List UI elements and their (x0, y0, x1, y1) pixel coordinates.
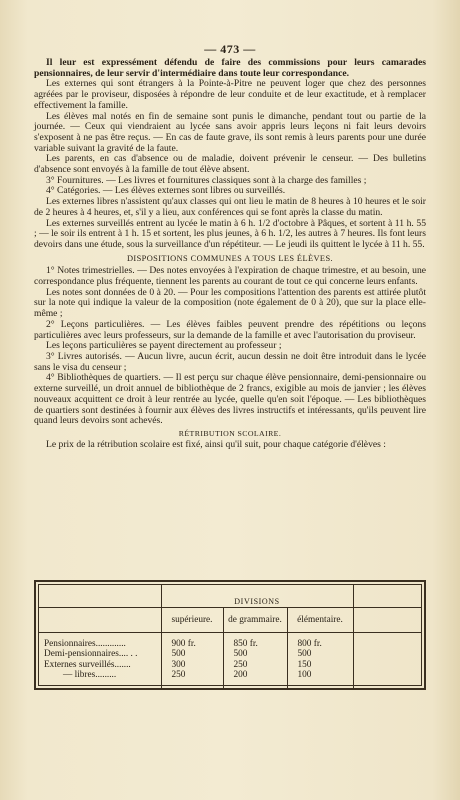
table-row (39, 670, 421, 681)
paragraph: Les externes surveillés entrent au lycée le matin à 6 h. 1/2 d'octobre à Pâques, et sortent à 11 h. 55 ; — le soir ils entrent à 1 h. 15 et sortent, les plus jeunes, à 6 h. 1/2, les autres à 7 heures. Ils font leurs devoirs dans une étude, sous la surveillance d'un répétiteur. — Le jeudi ils quittent le lycée à 11 h. 55. (34, 217, 426, 250)
column-header: supérieure. (161, 608, 223, 633)
column-header: de grammaire. (223, 608, 287, 633)
table-cell: 150 (287, 660, 353, 671)
row-label: Externes surveillés....... (44, 659, 131, 670)
paragraph: 2° Leçons particulières. — Les élèves faibles peuvent prendre des répétitions ou leçons particulières avec leurs professeurs, sur la demande de la famille et avec l'autorisation du proviseur. (34, 318, 426, 341)
paragraph: 3° Fournitures. — Les livres et fournitures classiques sont à la charge des familles ; (46, 174, 367, 186)
table-cell: 200 (223, 670, 287, 681)
section-heading: RÉTRIBUTION SCOLAIRE. (178, 428, 282, 438)
section-heading: DISPOSITIONS COMMUNES A TOUS LES ÉLÈVES. (126, 253, 333, 263)
fee-table (34, 580, 426, 690)
paragraph: 4° Bibliothèques de quartiers. — Il est perçu sur chaque élève pensionnaire, demi-pensionnaire ou externe surveillé, un droit annuel de bibliothèque de 2 francs, exigible au mois de janvier ; les élèves nouveaux acquittent ce droit à leur rentrée au lycée, quelle qu'en soit l'époque. — Les bibliothèques de quartiers sont destinées à fournir aux élèves des livres instructifs et intéressants, qu'ils peuvent lire quand leurs devoirs sont achevés. (34, 372, 426, 427)
row-label: — libres......... (63, 670, 117, 680)
table-cell: 300 (161, 660, 223, 671)
paragraph: Les externes libres n'assistent qu'aux classes qui ont lieu le matin de 8 heures à 10 heures et le soir de 2 heures à 4 heures, et, s'il y a lieu, aux conférences qui se font après la classe du matin. (34, 196, 426, 218)
paragraph: Les élèves mal notés en fin de semaine sont punis le dimanche, pendant tout ou partie de la journée. — Ceux qui viendraient au lycée sans avoir appris leurs leçons ni fait leurs devoirs s'exposent à ne pas être reçus. — En cas de faute grave, ils sont remis à leurs parents pour une durée variable suivant la gravité de la faute. (34, 110, 426, 154)
row-label: Demi-pensionnaires.... . . (44, 649, 138, 659)
paragraph: 1° Notes trimestrielles. — Des notes envoyées à l'expiration de chaque trimestre, et au besoin, une correspondance plus fréquente, tiennent les parents au courant de tout ce qui concerne leurs enfants. (34, 265, 426, 288)
divisions-header: DIVISIONS (161, 585, 353, 608)
paragraph: Les notes sont données de 0 à 20. — Pour les compositions l'attention des parents est attirée plutôt sur la note qui indique la valeur de la composition (note également de 0 à 20), que sur la place elle-même ; (34, 286, 426, 320)
page-number: — 473 — (204, 42, 256, 56)
table-cell: 250 (161, 670, 223, 681)
paragraph: 4° Catégories. — Les élèves externes sont libres ou surveillés. (46, 185, 286, 197)
table-row (39, 639, 421, 650)
table-row (39, 660, 421, 671)
table-cell: 250 (223, 660, 287, 671)
table-cell: 800 fr. (287, 639, 353, 650)
table-row (39, 649, 421, 660)
paragraph: Les externes qui sont étrangers à la Pointe-à-Pitre ne peuvent loger que chez des personnes agréées par le proviseur, disposées à répondre de leur conduite et de leur exactitude, et à remplacer effectivement la famille. (34, 78, 426, 111)
paragraph: Il leur est expressément défendu de faire des commissions pour leurs camarades pensionnaires, de leur servir d'intermédiaire dans toute leur correspondance. (34, 57, 426, 79)
paragraph: 3° Livres autorisés. — Aucun livre, aucun écrit, aucun dessin ne doit être introduit dans le lycée sans le visa du censeur ; (34, 350, 426, 373)
paragraph: Les parents, en cas d'absence ou de maladie, doivent prévenir le censeur. — Des bulletins d'absence sont envoyés à la famille de tout élève absent. (34, 153, 426, 176)
table-cell: 100 (287, 670, 353, 681)
paragraph: Les leçons particulières se payent directement au professeur ; (46, 340, 282, 352)
paragraph: Le prix de la rétribution scolaire est fixé, ainsi qu'il suit, pour chaque catégorie d'élèves : (46, 438, 386, 450)
table-cell: 500 (161, 649, 223, 660)
table-cell: 500 (287, 649, 353, 660)
body-text (34, 58, 426, 450)
row-label: Pensionnaires............. (44, 638, 126, 649)
table-cell: 850 fr. (223, 639, 287, 650)
table-cell: 500 (223, 649, 287, 660)
table-cell: 900 fr. (161, 639, 223, 650)
column-header: élémentaire. (287, 608, 353, 633)
